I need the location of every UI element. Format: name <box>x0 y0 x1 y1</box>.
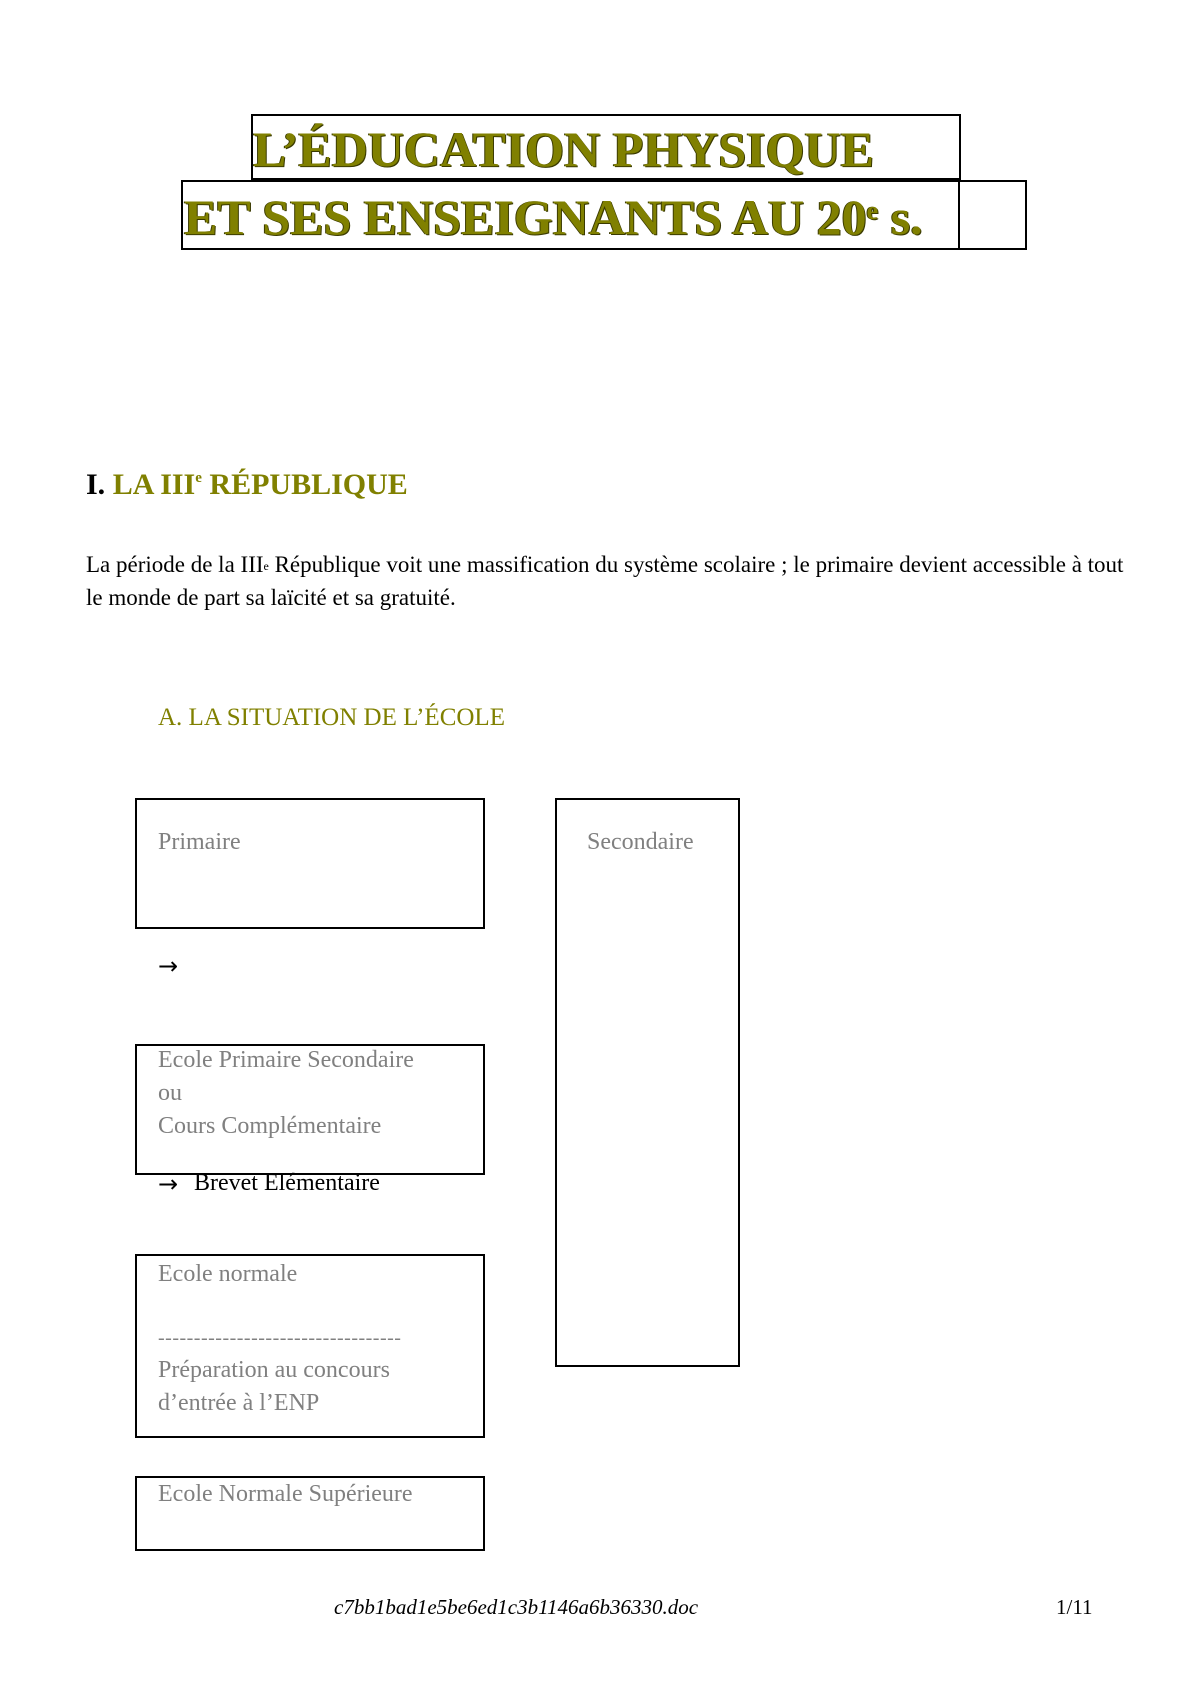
ecole-primaire-secondaire-box <box>135 1044 485 1175</box>
en-line1: Ecole normale <box>158 1261 298 1287</box>
section-heading <box>86 468 408 502</box>
en-line3: d’entrée à l’ENP <box>158 1390 320 1416</box>
section-title-sup: e <box>195 470 202 486</box>
section-title-post: RÉPUBLIQUE <box>201 468 408 501</box>
section-title-pre: LA III <box>112 468 196 501</box>
ecole-normale-superieure-box <box>135 1476 485 1551</box>
footer-page-number: 1/11 <box>1056 1595 1093 1619</box>
intro-paragraph <box>86 548 1126 614</box>
para-pre: La période de la III <box>86 552 264 577</box>
footer-filename: c7bb1bad1e5be6ed1c3b1146a6b36330.doc <box>334 1595 699 1619</box>
en-separator: ---------------------------------- <box>158 1327 402 1349</box>
en-line2: Préparation au concours <box>158 1357 390 1383</box>
brevet-label: Brevet Elémentaire <box>194 1170 380 1196</box>
ecole-normale-box <box>135 1254 485 1438</box>
para-post: République voit une massification du système scolaire ; le primaire devient accessible à tout le monde de part sa laïcité et sa gratuité. <box>86 552 1124 610</box>
document-title-line2 <box>184 186 923 248</box>
para-sup: e <box>263 559 269 573</box>
ens-label: Ecole Normale Supérieure <box>158 1481 413 1507</box>
primaire-label: Primaire <box>158 829 241 855</box>
document-title-line1: L’ÉDUCATION PHYSIQUE <box>253 121 874 177</box>
arrow-right-icon: → <box>158 1170 179 1198</box>
title-line2-end: s. <box>878 189 923 245</box>
subsection-heading: A. LA SITUATION DE L’ÉCOLE <box>158 704 505 731</box>
title-frame-line2-suffix <box>958 180 1027 250</box>
secondaire-label: Secondaire <box>587 829 694 855</box>
eps-line3: Cours Complémentaire <box>158 1113 382 1139</box>
arrow-right-icon: → <box>158 952 179 980</box>
eps-line1: Ecole Primaire Secondaire <box>158 1047 414 1073</box>
section-number: I. <box>86 468 106 501</box>
title-line2-main: ET SES ENSEIGNANTS AU 20 <box>184 189 867 245</box>
primaire-box <box>135 798 485 929</box>
secondaire-box <box>555 798 740 1367</box>
title-line2-sup: e <box>866 196 879 225</box>
section-title <box>113 468 408 501</box>
eps-line2: ou <box>158 1080 182 1106</box>
